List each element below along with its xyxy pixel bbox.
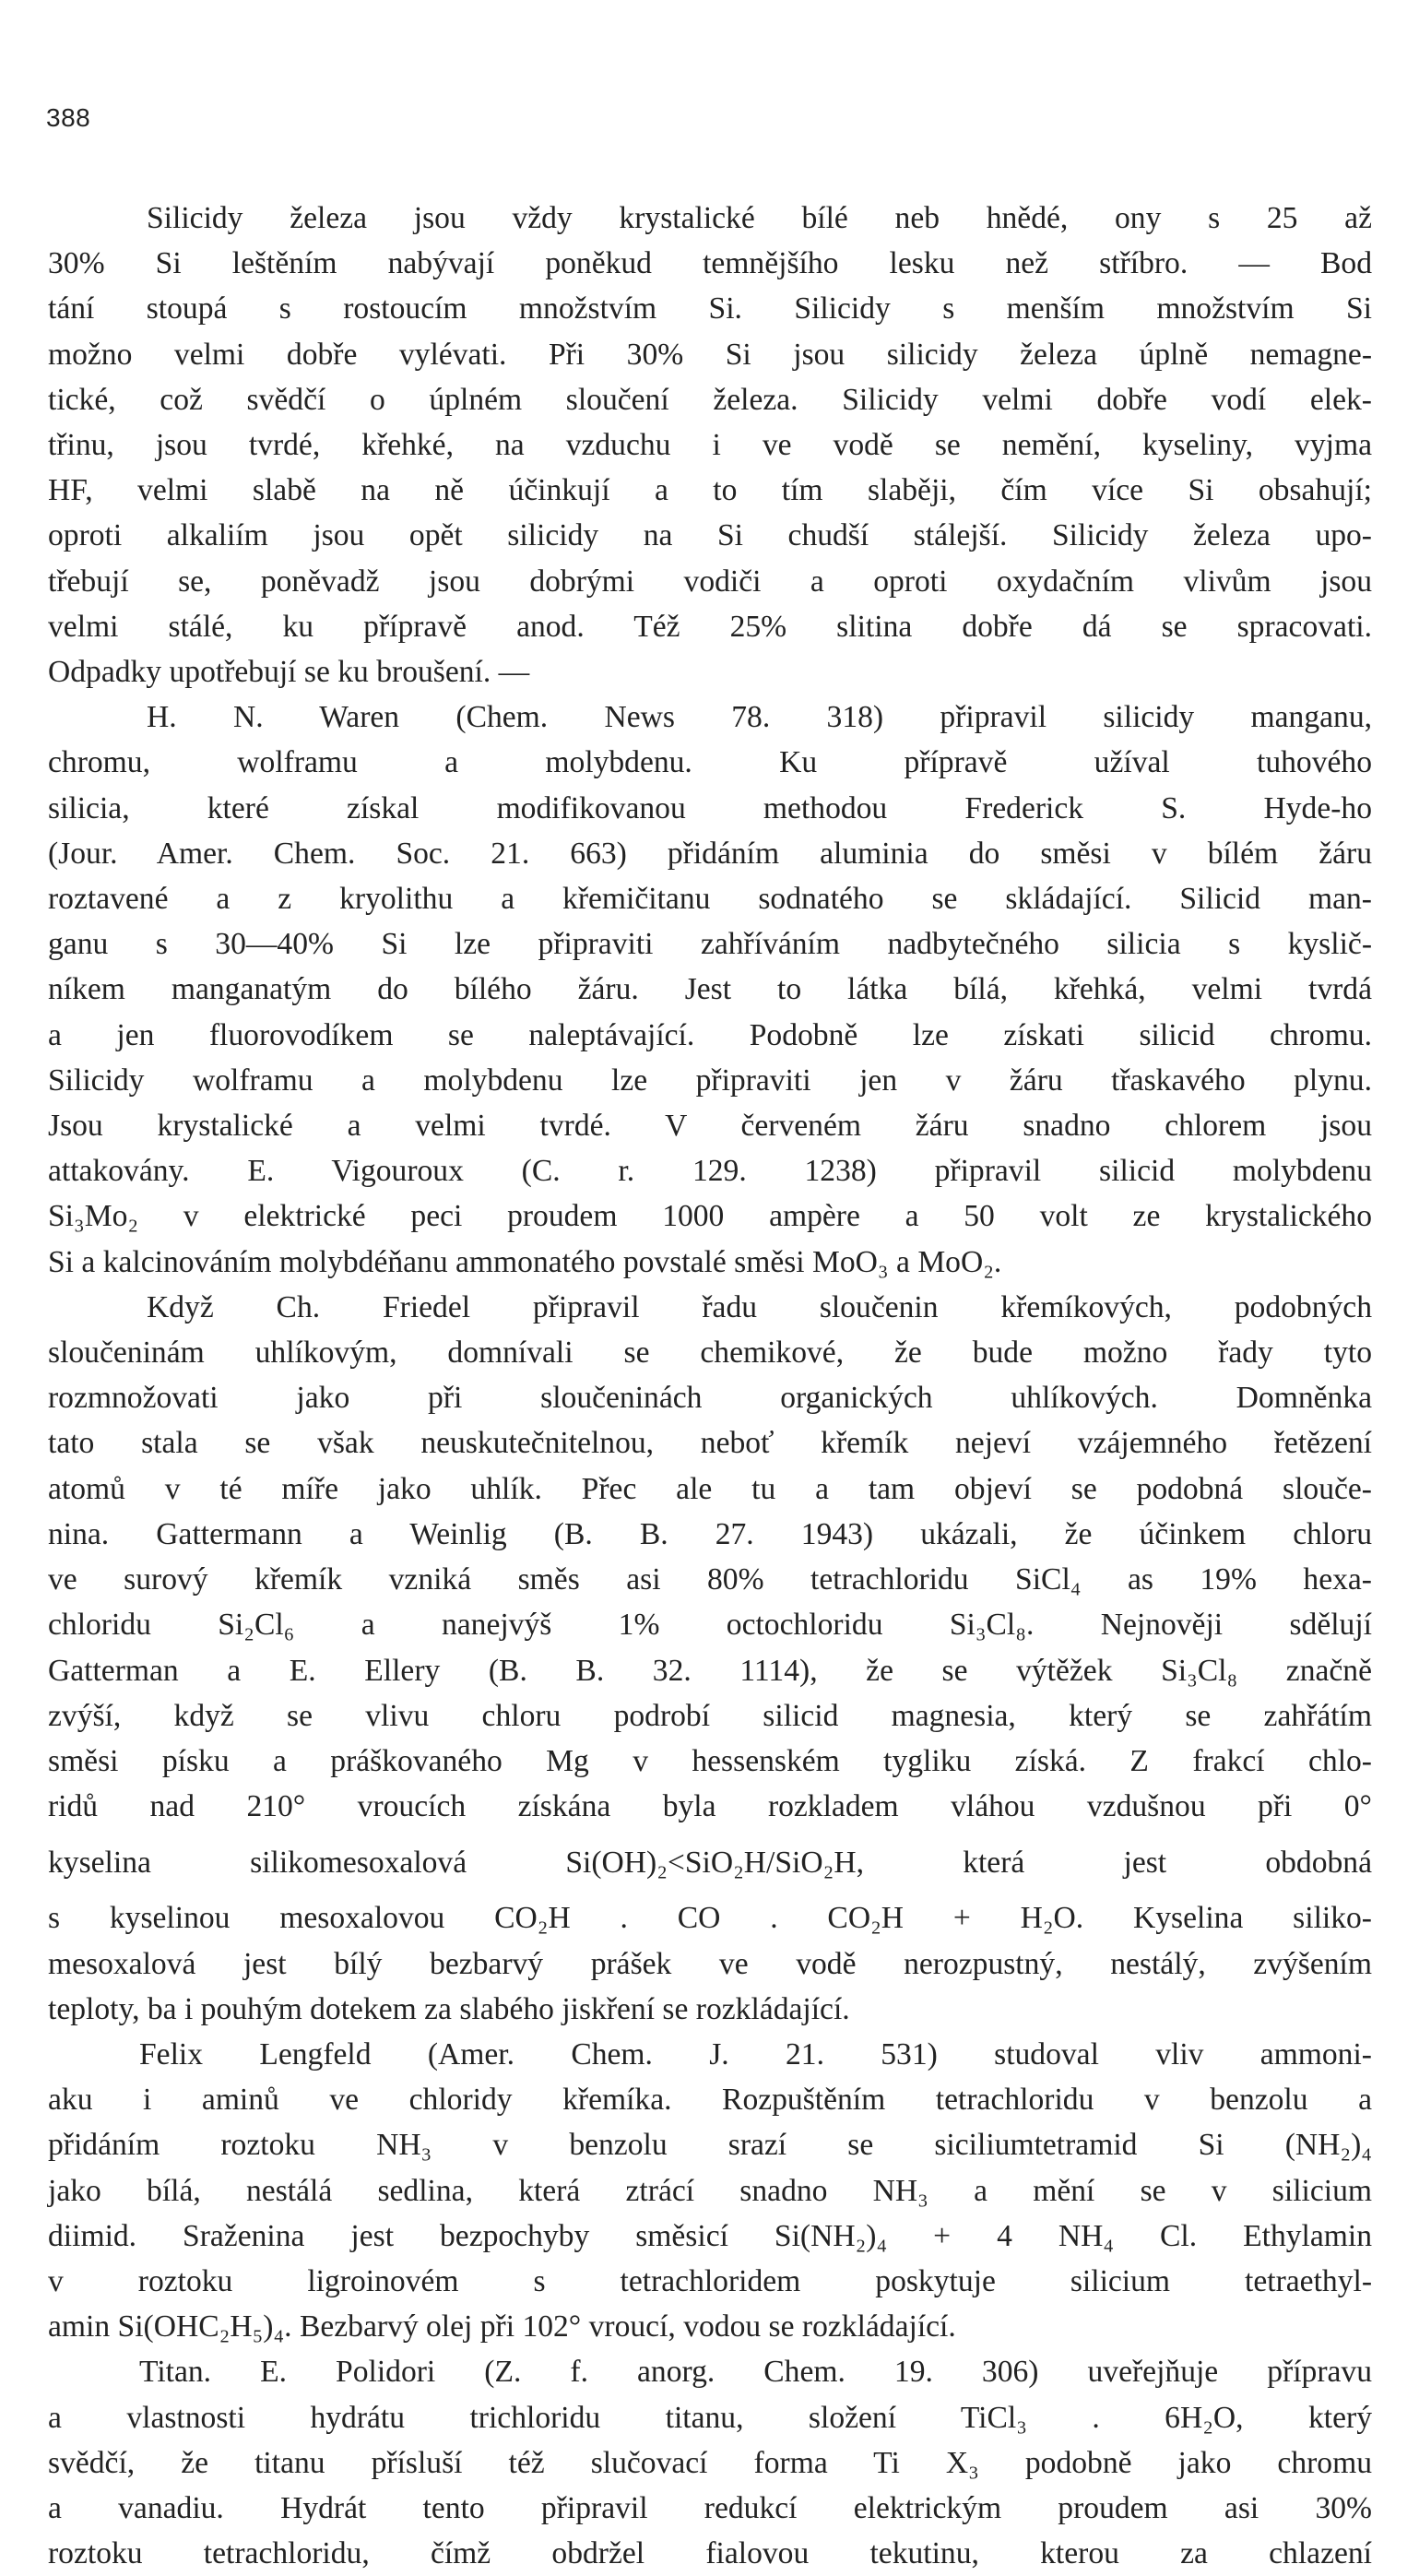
text-line: oproti alkaliím jsou opět silicidy na Si chudší stálejší. Silicidy železa upo- xyxy=(48,518,1372,553)
text-line: (Jour. Amer. Chem. Soc. 21. 663) přidáním aluminia do směsi v bílém žáru xyxy=(48,836,1372,871)
text-line: v roztoku ligroinovém s tetrachloridem poskytuje silicium tetraethyl- xyxy=(48,2263,1372,2298)
text-line: ganu s 30—40% Si lze připraviti zahříváním nadbytečného silicia s kyslič- xyxy=(48,927,1372,962)
formula-line: kyselina silikomesoxalová Si(OH)₂<SiO₂H/SiO₂H, která jest obdobná xyxy=(48,1846,1372,1881)
text-line: nina. Gattermann a Weinlig (B. B. 27. 1943) ukázali, že účinkem chloru xyxy=(48,1516,1372,1551)
text-line: H. N. Waren (Chem. News 78. 318) připravil silicidy manganu, xyxy=(147,700,1372,735)
text-line: Odpadky upotřebují se ku broušení. — xyxy=(48,655,530,690)
text-line: velmi stálé, ku přípravě anod. Též 25% slitina dobře dá se spracovati. xyxy=(48,609,1372,644)
text-line: tické, což svědčí o úplném sloučení železa. Silicidy velmi dobře vodí elek- xyxy=(48,382,1372,417)
text-line: Silicidy wolframu a molybdenu lze připraviti jen v žáru třaskavého plynu. xyxy=(48,1062,1372,1098)
text-line: svědčí, že titanu přísluší též slučovací forma Ti X₃ podobně jako chromu xyxy=(48,2445,1372,2480)
text-line: Felix Lengfeld (Amer. Chem. J. 21. 531) studoval vliv ammoni- xyxy=(139,2036,1372,2071)
text-line: Silicidy železa jsou vždy krystalické bílé neb hnědé, ony s 25 až xyxy=(147,201,1372,235)
text-line: atomů v té míře jako uhlík. Přec ale tu a tam objeví se podobná slouče- xyxy=(48,1471,1372,1506)
text-line: teploty, ba i pouhým dotekem za slabého jiskření se rozkládající. xyxy=(48,1991,850,2026)
text-line: Jsou krystalické a velmi tvrdé. V červeném žáru snadno chlorem jsou xyxy=(48,1109,1372,1144)
text-line: amin Si(OHC₂H₅)₄. Bezbarvý olej při 102° vroucí, vodou se rozkládající. xyxy=(48,2309,956,2345)
text-line: zvýší, když se vlivu chloru podrobí silicid magnesia, který se zahřátím xyxy=(48,1698,1372,1733)
text-line: ridů nad 210° vroucích získána byla rozkladem vláhou vzdušnou při 0° xyxy=(48,1789,1372,1824)
page-number: 388 xyxy=(46,103,91,132)
text-line: a vlastnosti hydrátu trichloridu titanu, složení TiCl₃ . 6H₂O, který xyxy=(48,2400,1372,2435)
text-line: roztoku tetrachloridu, čímž obdržel fialovou tekutinu, kterou za chlazení xyxy=(48,2536,1372,2571)
text-line: Si₃Mo₂ v elektrické peci proudem 1000 ampère a 50 volt ze krystalického xyxy=(48,1199,1372,1234)
text-line: rozmnožovati jako při sloučeninách organických uhlíkových. Domněnka xyxy=(48,1381,1372,1416)
text-line: diimid. Sraženina jest bezpochyby směsicí Si(NH₂)₄ + 4 NH₄ Cl. Ethylamin xyxy=(48,2218,1372,2253)
text-line: níkem manganatým do bílého žáru. Jest to látka bílá, křehká, velmi tvrdá xyxy=(48,972,1372,1007)
text-line: Titan. E. Polidori (Z. f. anorg. Chem. 19. 306) uveřejňuje přípravu xyxy=(139,2355,1372,2390)
text-line: jako bílá, nestálá sedlina, která ztrácí snadno NH₃ a mění se v silicium xyxy=(48,2173,1372,2208)
text-line: tání stoupá s rostoucím množstvím Si. Silicidy s menším množstvím Si xyxy=(48,291,1372,326)
text-line: směsi písku a práškovaného Mg v hessenském tygliku získá. Z frakcí chlo- xyxy=(48,1743,1372,1778)
text-line: s kyselinou mesoxalovou CO₂H . CO . CO₂H + H₂O. Kyselina siliko- xyxy=(48,1901,1372,1936)
text-line: mesoxalová jest bílý bezbarvý prášek ve vodě nerozpustný, nestálý, zvýšením xyxy=(48,1946,1372,1981)
text-line: aku i aminů ve chloridy křemíka. Rozpuštěním tetrachloridu v benzolu a xyxy=(48,2083,1372,2118)
text-line: třinu, jsou tvrdé, křehké, na vzduchu i ve vodě se nemění, kyseliny, vyjma xyxy=(48,428,1372,463)
text-line: HF, velmi slabě na ně účinkují a to tím slaběji, čím více Si obsahují; xyxy=(48,473,1372,508)
text-line: a vanadiu. Hydrát tento připravil redukcí elektrickým proudem asi 30% xyxy=(48,2490,1372,2525)
text-line: Si a kalcinováním molybdéňanu ammonatého povstalé směsi MoO₃ a MoO₂. xyxy=(48,1244,1002,1279)
text-line: silicia, které získal modifikovanou methodou Frederick S. Hyde-ho xyxy=(48,790,1372,825)
text-line: roztavené a z kryolithu a křemičitanu sodnatého se skládající. Silicid man- xyxy=(48,882,1372,917)
text-line: ve surový křemík vzniká směs asi 80% tetrachloridu SiCl₄ as 19% hexa- xyxy=(48,1562,1372,1597)
text-line: možno velmi dobře vylévati. Při 30% Si jsou silicidy železa úplně nemagne- xyxy=(48,337,1372,372)
text-line: chloridu Si₂Cl₆ a nanejvýš 1% octochloridu Si₃Cl₈. Nejnověji sdělují xyxy=(48,1608,1372,1643)
body-text xyxy=(48,196,1372,2576)
text-line: třebují se, poněvadž jsou dobrými vodiči a oproti oxydačním vlivům jsou xyxy=(48,564,1372,599)
text-line: Gatterman a E. Ellery (B. B. 32. 1114), že se výtěžek Si₃Cl₈ značně xyxy=(48,1653,1372,1688)
text-line: a jen fluorovodíkem se naleptávající. Podobně lze získati silicid chromu. xyxy=(48,1017,1372,1052)
text-line: chromu, wolframu a molybdenu. Ku přípravě užíval tuhového xyxy=(48,745,1372,780)
text-line: Když Ch. Friedel připravil řadu sloučenin křemíkových, podobných xyxy=(147,1289,1372,1324)
text-line: tato stala se však neuskutečnitelnou, neboť křemík nejeví vzájemného řetězení xyxy=(48,1426,1372,1461)
text-line: 30% Si leštěním nabývají poněkud temnějšího lesku než stříbro. — Bod xyxy=(48,246,1372,281)
text-line: attakovány. E. Vigouroux (C. r. 129. 1238) připravil silicid molybdenu xyxy=(48,1154,1372,1189)
text-line: sloučeninám uhlíkovým, domnívali se chemikové, že bude možno řady tyto xyxy=(48,1335,1372,1371)
text-line: přidáním roztoku NH₃ v benzolu srazí se siciliumtetramid Si (NH₂)₄ xyxy=(48,2128,1372,2163)
